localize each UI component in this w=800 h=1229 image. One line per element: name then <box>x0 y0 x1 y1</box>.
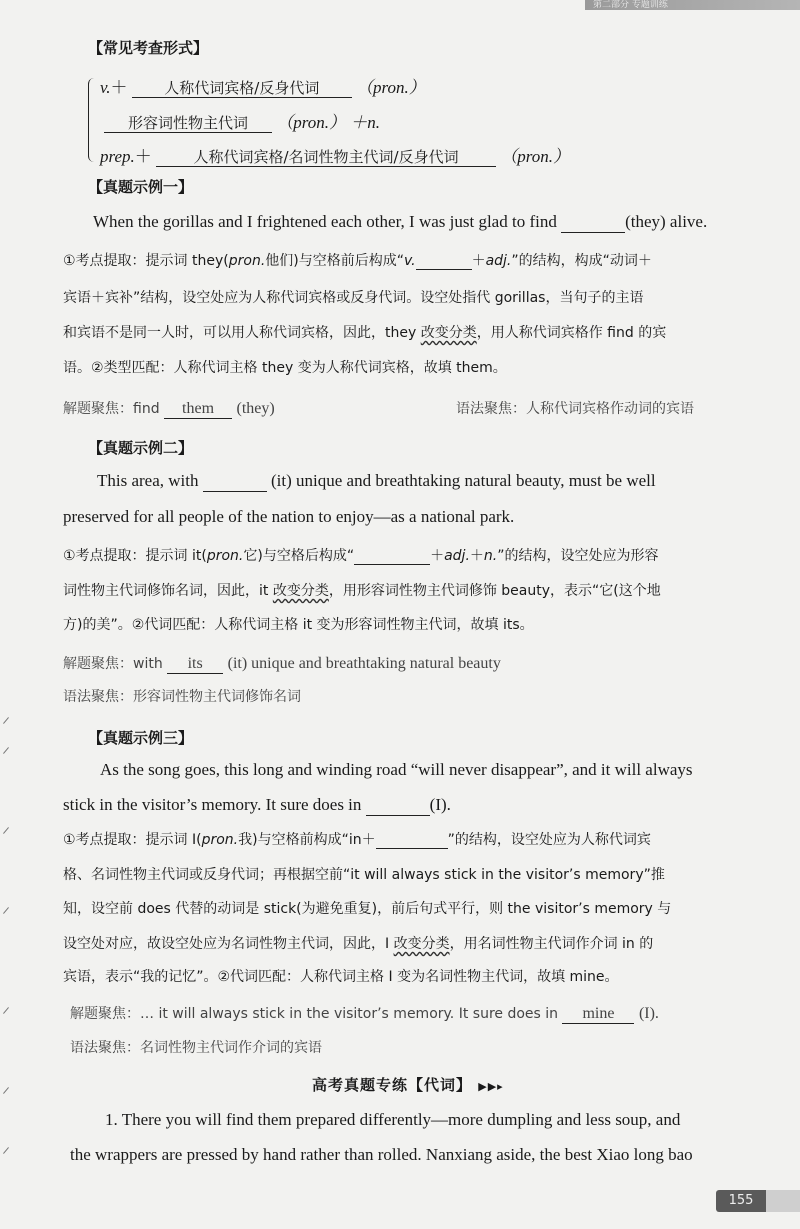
ex1-sentence: When the gorillas and I frightened each other, I was just glad to find (they) alive. <box>93 212 708 231</box>
ex3-sentence-1: As the song goes, this long and winding road “will never disappear”, and it will always <box>100 760 693 779</box>
form-line-1: v.＋ 人称代词宾格/反身代词 （pron.） <box>100 78 426 97</box>
brace <box>88 78 99 162</box>
ex1-blank <box>561 213 625 233</box>
ex2-sentence-2: preserved for all people of the nation to enjoy—as a national park. <box>63 507 515 526</box>
ex2-title: 【真题示例二】 <box>88 439 194 457</box>
ex3-analysis-4: 设空处对应，故设空处应为名词性物主代词，因此，I 改变分类，用名词性物主代词作介词 in 的 <box>63 936 654 952</box>
ex3-wavy-term: 改变分类 <box>393 936 450 952</box>
practice-q1-line1: 1. There you will find them prepared differently—more dumpling and less soup, and <box>105 1110 681 1129</box>
ex2-grammar: 语法聚焦：形容词性物主代词修饰名词 <box>63 689 301 705</box>
ex1-focus: 解题聚焦：find them (they) <box>63 400 275 417</box>
form-blank-3: 人称代词宾格/名词性物主代词/反身代词 <box>156 149 496 167</box>
ex2-focus: 解题聚焦：with its (it) unique and breathtaking natural beauty <box>63 655 501 672</box>
ex3-blank <box>366 796 430 816</box>
ex1-title: 【真题示例一】 <box>88 178 194 196</box>
ex3-analysis-3: 知，设空前 does 代替的动词是 stick(为避免重复)，前后句式平行，则 the visitor’s memory 与 <box>63 901 672 917</box>
ex3-analysis-1: ①考点提取：提示词 I(pron.我)与空格前构成“in＋ ”的结构，设空处应为人称代词宾 <box>63 832 651 848</box>
page-number: 155 <box>716 1190 766 1212</box>
ex2-analysis-3: 方)的美”。②代词匹配：人称代词主格 it 变为形容词性物主代词，故填 its。 <box>63 617 534 633</box>
ex2-analysis-2: 词性物主代词修饰名词，因此，it 改变分类，用形容词性物主代词修饰 beauty，表示“它(这个地 <box>63 583 661 599</box>
form-blank-1: 人称代词宾格/反身代词 <box>132 80 352 98</box>
ex1-answer: them <box>164 400 232 419</box>
form-line-3: prep.＋ 人称代词宾格/名词性物主代词/反身代词 （pron.） <box>100 147 571 166</box>
form-blank-2: 形容词性物主代词 <box>104 115 272 133</box>
arrow-icon: ▶▶▸ <box>478 1080 504 1093</box>
ex2-blank <box>203 472 267 492</box>
ex2-wavy-term: 改变分类 <box>272 583 329 599</box>
margin-marks <box>0 710 14 1190</box>
ex3-analysis-5: 宾语，表示“我的记忆”。②代词匹配：人称代词主格 I 变为名词性物主代词，故填 mine。 <box>63 969 619 985</box>
ex1-analysis-4: 语。②类型匹配：人称代词主格 they 变为人称代词宾格，故填 them。 <box>63 360 507 376</box>
ex2-analysis-1: ①考点提取：提示词 it(pron.它)与空格后构成“ ＋adj.＋n.”的结构，设空处应为形容 <box>63 548 659 564</box>
ex1-analysis-3: 和宾语不是同一人时，可以用人称代词宾格，因此，they 改变分类，用人称代词宾格作 find 的宾 <box>63 325 667 341</box>
form-line-2: 形容词性物主代词 （pron.） ＋n. <box>104 108 380 133</box>
forms-title: 【常见考查形式】 <box>88 39 209 57</box>
practice-q1-line2: the wrappers are pressed by hand rather than rolled. Nanxiang aside, the best Xiao long bao <box>70 1145 693 1164</box>
ex1-analysis-1: ①考点提取：提示词 they(pron.他们)与空格前后构成“v. ＋adj.”的结构，构成“动词＋ <box>63 253 652 269</box>
ex1-analysis-2: 宾语＋宾补”结构，设空处应为人称代词宾格或反身代词。设空处指代 gorillas，当句子的主语 <box>63 290 644 306</box>
ex3-sentence-2: stick in the visitor’s memory. It sure does in (I). <box>63 795 451 814</box>
ex3-grammar: 语法聚焦：名词性物主代词作介词的宾语 <box>70 1040 322 1056</box>
ex1-grammar: 语法聚焦：人称代词宾格作动词的宾语 <box>456 401 694 417</box>
header-strip: 第二部分 专题训练 <box>585 0 800 10</box>
practice-title: 高考真题专练【代词】 ▶▶▸ <box>312 1076 504 1094</box>
ex3-answer: mine <box>562 1005 634 1024</box>
ex3-focus: 解题聚焦：… it will always stick in the visitor’s memory. It sure does in mine (I). <box>70 1005 659 1022</box>
ex3-title: 【真题示例三】 <box>88 729 194 747</box>
ex1-wavy-term: 改变分类 <box>420 325 477 341</box>
ex2-answer: its <box>167 655 223 674</box>
ex3-analysis-2: 格、名词性物主代词或反身代词；再根据空前“it will always stick in the visitor’s memory”推 <box>63 867 665 883</box>
ex2-sentence-1: This area, with (it) unique and breathtaking natural beauty, must be well <box>97 471 656 490</box>
